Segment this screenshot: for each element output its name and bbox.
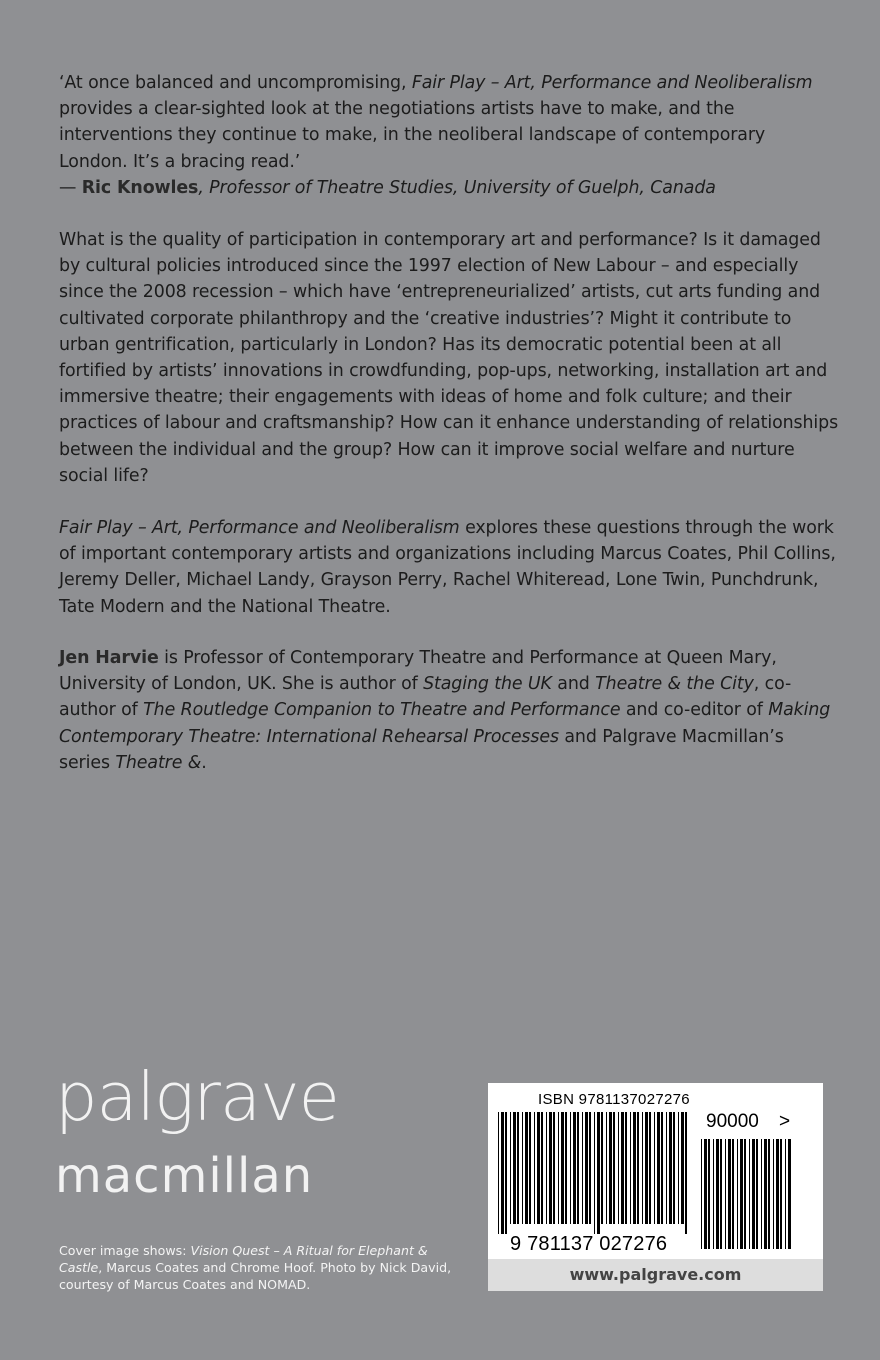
barcode-bar <box>764 1139 767 1249</box>
barcode-bar <box>780 1139 782 1249</box>
barcode-bar <box>609 1112 612 1224</box>
barcode-bar <box>517 1112 519 1224</box>
barcode-bar <box>701 1139 702 1249</box>
book-description <box>59 227 839 489</box>
quote-text: provides a clear-sighted look at the negotiations artists have to make, and the interventions they continue to make, in the neoliberal landscape of contemporary London. It’s a bracing read.’ <box>59 99 766 172</box>
bio-book-2: Theatre & the City <box>595 674 754 695</box>
barcode-bar <box>681 1112 684 1224</box>
barcode-bar <box>654 1112 655 1224</box>
barcode-bar <box>761 1139 762 1249</box>
barcode-bar <box>597 1112 600 1234</box>
barcode-bar <box>720 1139 722 1249</box>
barcode-bar <box>630 1112 631 1224</box>
barcode-bar <box>510 1112 511 1224</box>
author-bio <box>59 645 839 776</box>
barcode-bar <box>642 1112 643 1224</box>
barcode-bar <box>633 1112 636 1224</box>
works-book-title: Fair Play – Art, Performance and Neoliberalism <box>59 518 460 538</box>
endorsement-quote <box>59 70 839 201</box>
bio-author-name: Jen Harvie <box>59 648 159 668</box>
barcode-bar <box>549 1112 552 1224</box>
bio-text-4: and co-editor of <box>620 700 769 721</box>
isbn-digits: 9 781137 027276 <box>510 1233 668 1255</box>
publisher-logo-macmillan: macmillan <box>55 1148 314 1204</box>
bio-text-5: and Palgrave Macmillan’s series <box>59 726 784 773</box>
barcode-bar <box>585 1112 588 1224</box>
bio-book-4: Making Contemporary Theatre: International Rehearsal Processes <box>59 700 831 747</box>
publisher-logo-palgrave: palgrave <box>55 1058 339 1136</box>
isbn-barcode <box>498 1112 693 1237</box>
barcode-bar <box>716 1139 719 1249</box>
barcode-bar <box>625 1112 627 1224</box>
barcode-bar <box>534 1112 535 1224</box>
barcode-bar <box>673 1112 675 1224</box>
barcode-bar <box>498 1112 499 1234</box>
addon-barcode <box>701 1139 793 1249</box>
barcode-bar <box>776 1139 779 1249</box>
description-text: What is the quality of participation in contemporary art and performance? Is it damaged by cultural policies introduced since the 1997 election of New Labour – and especially since the 2008 recession – which have ‘entrepreneurialized’ artists, cut arts funding and cultivated corporate philanthropy and the ‘creative industries’? Might it contribute to urban gentrification, particularly in London? Has its democratic potential been at all fortified by artists’ innovations in crowdfunding, pop-ups, networking, installation art and immersive theatre; their engagements with ideas of home and folk culture; and their practices of labour and craftsmanship? How can it enhance understanding of relationships between the individual and the group? How can it improve social welfare and nurture social life? <box>59 230 839 486</box>
bio-text-3: , co-author of <box>59 674 792 721</box>
barcode-bar <box>708 1139 710 1249</box>
barcode-bar <box>513 1112 516 1224</box>
addon-arrow: > <box>779 1111 791 1132</box>
barcode-bar <box>541 1112 543 1224</box>
barcode-bar <box>788 1139 791 1249</box>
publisher-website: www.palgrave.com <box>488 1259 823 1291</box>
quote-open: ‘At once balanced and uncompromising, <box>59 73 412 93</box>
barcode-panel <box>488 1083 823 1291</box>
cover-image-credit <box>59 1243 459 1293</box>
credit-work-title: Vision Quest – A Ritual for Elephant & Castle <box>59 1243 428 1275</box>
barcode-bar <box>732 1139 734 1249</box>
barcode-bar <box>529 1112 531 1224</box>
barcode-bar <box>645 1112 648 1224</box>
barcode-bar <box>669 1112 672 1224</box>
barcode-bar <box>785 1139 786 1249</box>
works-text: explores these questions through the work of important contemporary artists and organizations including Marcus Coates, Phil Collins, Jeremy Deller, Michael Landy, Grayson Perry, Rachel Whiteread, Lone Twin, Punchdrunk, Tate Modern and the National Theatre. <box>59 518 836 617</box>
barcode-bar <box>657 1112 660 1224</box>
barcode-bar <box>553 1112 555 1224</box>
barcode-bar <box>678 1112 679 1224</box>
barcode-bar <box>573 1112 576 1224</box>
barcode-bar <box>606 1112 607 1224</box>
credit-text-2: , Marcus Coates and Chrome Hoof. Photo by Nick David, courtesy of Marcus Coates and NOMAD. <box>59 1259 452 1292</box>
barcode-bar <box>501 1112 504 1234</box>
barcode-bar <box>661 1112 663 1224</box>
barcode-bar <box>582 1112 583 1224</box>
barcode-bar <box>589 1112 591 1224</box>
barcode-bar <box>713 1139 714 1249</box>
barcode-bar <box>561 1112 564 1224</box>
quote-affiliation: , Professor of Theatre Studies, University of Guelph, Canada <box>198 177 716 198</box>
barcode-bar <box>740 1139 743 1249</box>
barcode-bar <box>666 1112 667 1224</box>
barcode-bar <box>744 1139 746 1249</box>
barcode-bar <box>537 1112 540 1224</box>
barcode-bar <box>522 1112 523 1224</box>
barcode-bar <box>637 1112 639 1224</box>
barcode-bar <box>737 1139 738 1249</box>
barcode-bar <box>728 1139 731 1249</box>
quote-author: Ric Knowles <box>81 177 199 198</box>
barcode-bar <box>752 1139 755 1249</box>
barcode-bar <box>773 1139 774 1249</box>
barcode-bar <box>577 1112 579 1224</box>
barcode-bar <box>525 1112 528 1224</box>
barcode-bar <box>704 1139 707 1249</box>
barcode-bar <box>756 1139 758 1249</box>
barcode-bar <box>570 1112 571 1224</box>
barcode-bar <box>749 1139 750 1249</box>
barcode-bar <box>725 1139 726 1249</box>
bio-text-1: is Professor of Contemporary Theatre and Performance at Queen Mary, University of London, UK. She is author of <box>59 648 777 695</box>
isbn-label: ISBN 9781137027276 <box>538 1091 690 1108</box>
barcode-bar <box>558 1112 559 1224</box>
quote-book-title: Fair Play – Art, Performance and Neoliberalism <box>411 73 813 93</box>
addon-price-code: 90000 <box>706 1111 759 1132</box>
bio-book-5: Theatre & <box>115 752 202 773</box>
barcode-bar <box>594 1112 595 1234</box>
bio-book-1: Staging the UK <box>423 674 552 695</box>
barcode-bar <box>613 1112 615 1224</box>
barcode-bar <box>649 1112 651 1224</box>
barcode-bar <box>768 1139 770 1249</box>
quote-dash: — <box>59 177 82 198</box>
barcode-bar <box>546 1112 547 1224</box>
barcode-bar <box>621 1112 624 1224</box>
bio-book-3: The Routledge Companion to Theatre and Performance <box>143 700 621 721</box>
works-paragraph <box>59 515 839 620</box>
bio-text-2: and <box>551 674 596 695</box>
barcode-bar <box>565 1112 567 1224</box>
bio-text-6: . <box>201 752 207 773</box>
barcode-bar <box>601 1112 603 1224</box>
credit-text-1: Cover image shows: <box>59 1243 191 1258</box>
barcode-bar <box>505 1112 507 1234</box>
barcode-bar <box>685 1112 687 1234</box>
barcode-bar <box>618 1112 619 1224</box>
